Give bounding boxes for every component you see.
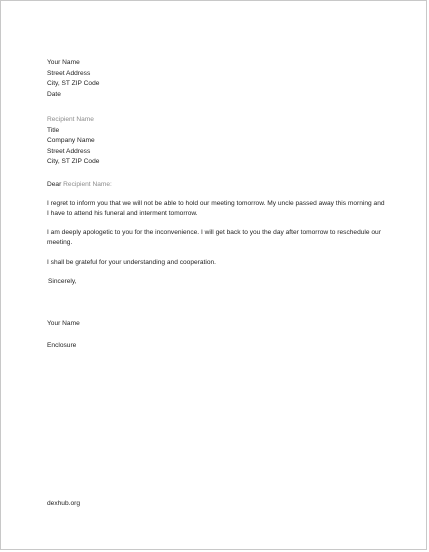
closing: Sincerely, (48, 278, 77, 285)
sender-city: City, ST ZIP Code (47, 80, 100, 88)
salutation-prefix: Dear (47, 181, 62, 188)
recipient-street: Street Address (47, 147, 91, 155)
sender-name: Your Name (47, 59, 80, 66)
letter-date: Date (47, 90, 61, 98)
recipient-company: Company Name (47, 137, 95, 145)
salutation-recipient-name: Recipient Name: (63, 181, 112, 188)
enclosure-note: Enclosure (47, 342, 77, 349)
body-paragraph-2: I am deeply apologetic to you for the inconvenience. I will get back to you the day after tomorrow to reschedule our meeting. (47, 229, 381, 247)
recipient-title: Title (47, 126, 60, 134)
recipient-address-block (47, 115, 99, 168)
body-paragraph-3: I shall be grateful for your understanding and cooperation. (47, 259, 216, 266)
body-paragraph-1: I regret to inform you that we will not be able to hold our meeting tomorrow. My uncle passed away this morning and I have to attend his funeral and interment tomorrow. (47, 200, 385, 218)
sender-street: Street Address (47, 69, 91, 77)
footer-watermark: dexhub.org (47, 500, 80, 507)
signature-name: Your Name (47, 320, 80, 327)
recipient-name: Recipient Name (47, 116, 94, 123)
salutation (47, 180, 112, 191)
sender-address-block (47, 58, 99, 100)
recipient-city: City, ST ZIP Code (47, 158, 100, 166)
